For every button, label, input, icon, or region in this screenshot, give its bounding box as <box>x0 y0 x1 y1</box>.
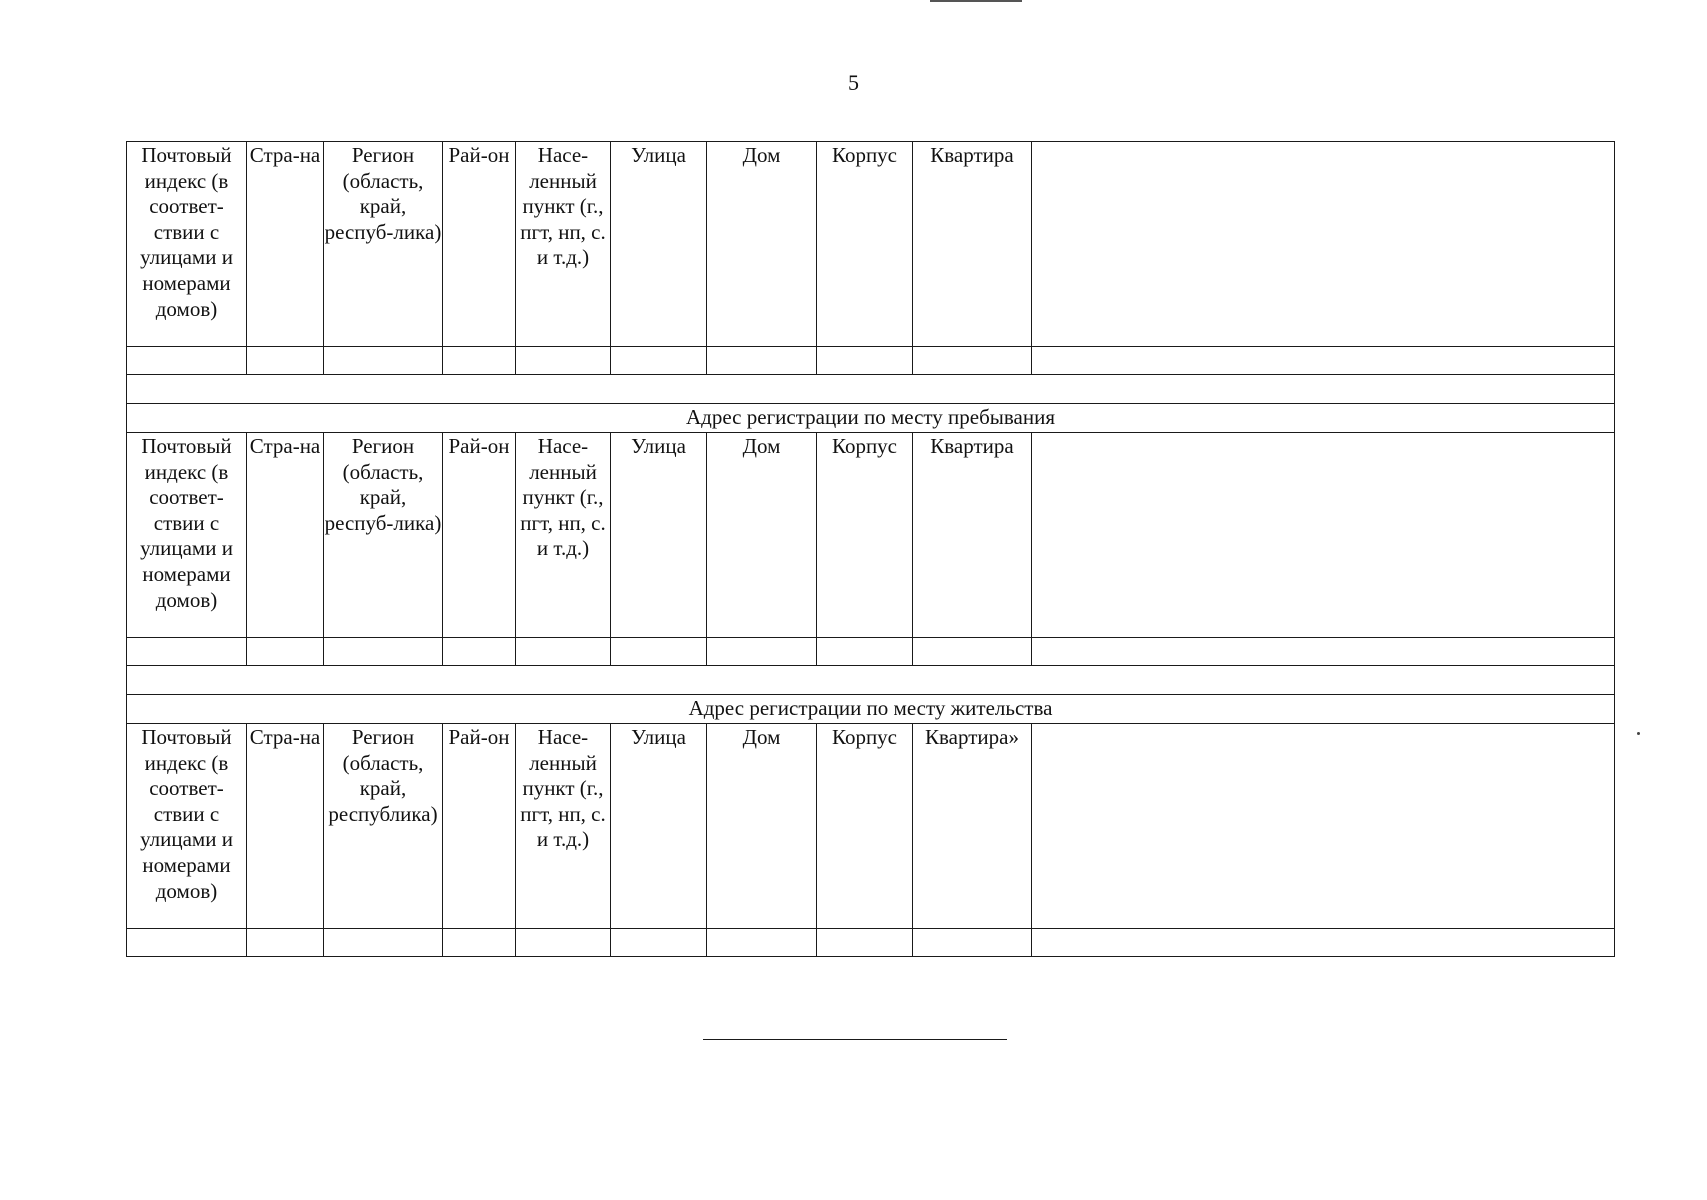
cell-house[interactable] <box>707 347 817 375</box>
cell-street[interactable] <box>611 347 707 375</box>
col-country: Стра-на <box>247 433 324 638</box>
col-locality: Насе-ленный пункт (г., пгт, нп, с. и т.д.) <box>516 142 611 347</box>
header-row-section-2 <box>127 433 1615 638</box>
section-title-stay: Адрес регистрации по месту пребывания <box>127 404 1615 433</box>
cell-region[interactable] <box>324 638 443 666</box>
col-region: Регион (область, край, республика) <box>324 724 443 929</box>
scan-mark <box>930 0 1022 2</box>
col-postal-index: Почтовый индекс (в соответ-ствии с улицами и номерами домов) <box>127 433 247 638</box>
spacer-cell <box>127 375 1615 404</box>
col-extra <box>1032 142 1615 347</box>
header-row-section-1 <box>127 142 1615 347</box>
col-house: Дом <box>707 724 817 929</box>
spacer-cell <box>127 666 1615 695</box>
col-extra <box>1032 433 1615 638</box>
col-extra <box>1032 724 1615 929</box>
col-building: Корпус <box>817 724 913 929</box>
header-row-section-3 <box>127 724 1615 929</box>
col-building: Корпус <box>817 142 913 347</box>
cell-country[interactable] <box>247 347 324 375</box>
col-district: Рай-он <box>443 142 516 347</box>
cell-street[interactable] <box>611 929 707 957</box>
spacer-row <box>127 375 1615 404</box>
cell-postal-index[interactable] <box>127 929 247 957</box>
cell-extra[interactable] <box>1032 638 1615 666</box>
cell-building[interactable] <box>817 929 913 957</box>
col-locality: Насе-ленный пункт (г., пгт, нп, с. и т.д.) <box>516 724 611 929</box>
cell-apartment[interactable] <box>913 638 1032 666</box>
cell-house[interactable] <box>707 638 817 666</box>
col-postal-index: Почтовый индекс (в соответ-ствии с улицами и номерами домов) <box>127 142 247 347</box>
cell-district[interactable] <box>443 347 516 375</box>
col-house: Дом <box>707 142 817 347</box>
col-apartment: Квартира <box>913 433 1032 638</box>
cell-apartment[interactable] <box>913 347 1032 375</box>
col-street: Улица <box>611 724 707 929</box>
cell-region[interactable] <box>324 929 443 957</box>
col-street: Улица <box>611 433 707 638</box>
cell-street[interactable] <box>611 638 707 666</box>
section-title-residence: Адрес регистрации по месту жительства <box>127 695 1615 724</box>
cell-district[interactable] <box>443 929 516 957</box>
col-apartment: Квартира <box>913 142 1032 347</box>
col-building: Корпус <box>817 433 913 638</box>
cell-locality[interactable] <box>516 929 611 957</box>
cell-country[interactable] <box>247 929 324 957</box>
cell-extra[interactable] <box>1032 929 1615 957</box>
cell-region[interactable] <box>324 347 443 375</box>
cell-building[interactable] <box>817 347 913 375</box>
section-title-row <box>127 695 1615 724</box>
cell-postal-index[interactable] <box>127 638 247 666</box>
end-of-document-line <box>703 1039 1007 1040</box>
col-district: Рай-он <box>443 724 516 929</box>
data-row-section-1 <box>127 347 1615 375</box>
col-locality: Насе-ленный пункт (г., пгт, нп, с. и т.д.) <box>516 433 611 638</box>
page-number: 5 <box>848 70 859 95</box>
col-district: Рай-он <box>443 433 516 638</box>
cell-locality[interactable] <box>516 347 611 375</box>
address-form-table <box>126 141 1615 957</box>
section-title-row <box>127 404 1615 433</box>
spacer-row <box>127 666 1615 695</box>
cell-locality[interactable] <box>516 638 611 666</box>
scan-dot <box>1637 732 1640 735</box>
col-house: Дом <box>707 433 817 638</box>
col-postal-index: Почтовый индекс (в соответ-ствии с улицами и номерами домов) <box>127 724 247 929</box>
cell-house[interactable] <box>707 929 817 957</box>
col-region: Регион (область, край, респуб-лика) <box>324 142 443 347</box>
col-street: Улица <box>611 142 707 347</box>
col-country: Стра-на <box>247 142 324 347</box>
cell-building[interactable] <box>817 638 913 666</box>
cell-district[interactable] <box>443 638 516 666</box>
col-country: Стра-на <box>247 724 324 929</box>
col-apartment: Квартира» <box>913 724 1032 929</box>
cell-postal-index[interactable] <box>127 347 247 375</box>
data-row-section-3 <box>127 929 1615 957</box>
data-row-section-2 <box>127 638 1615 666</box>
cell-apartment[interactable] <box>913 929 1032 957</box>
cell-extra[interactable] <box>1032 347 1615 375</box>
cell-country[interactable] <box>247 638 324 666</box>
col-region: Регион (область, край, респуб-лика) <box>324 433 443 638</box>
